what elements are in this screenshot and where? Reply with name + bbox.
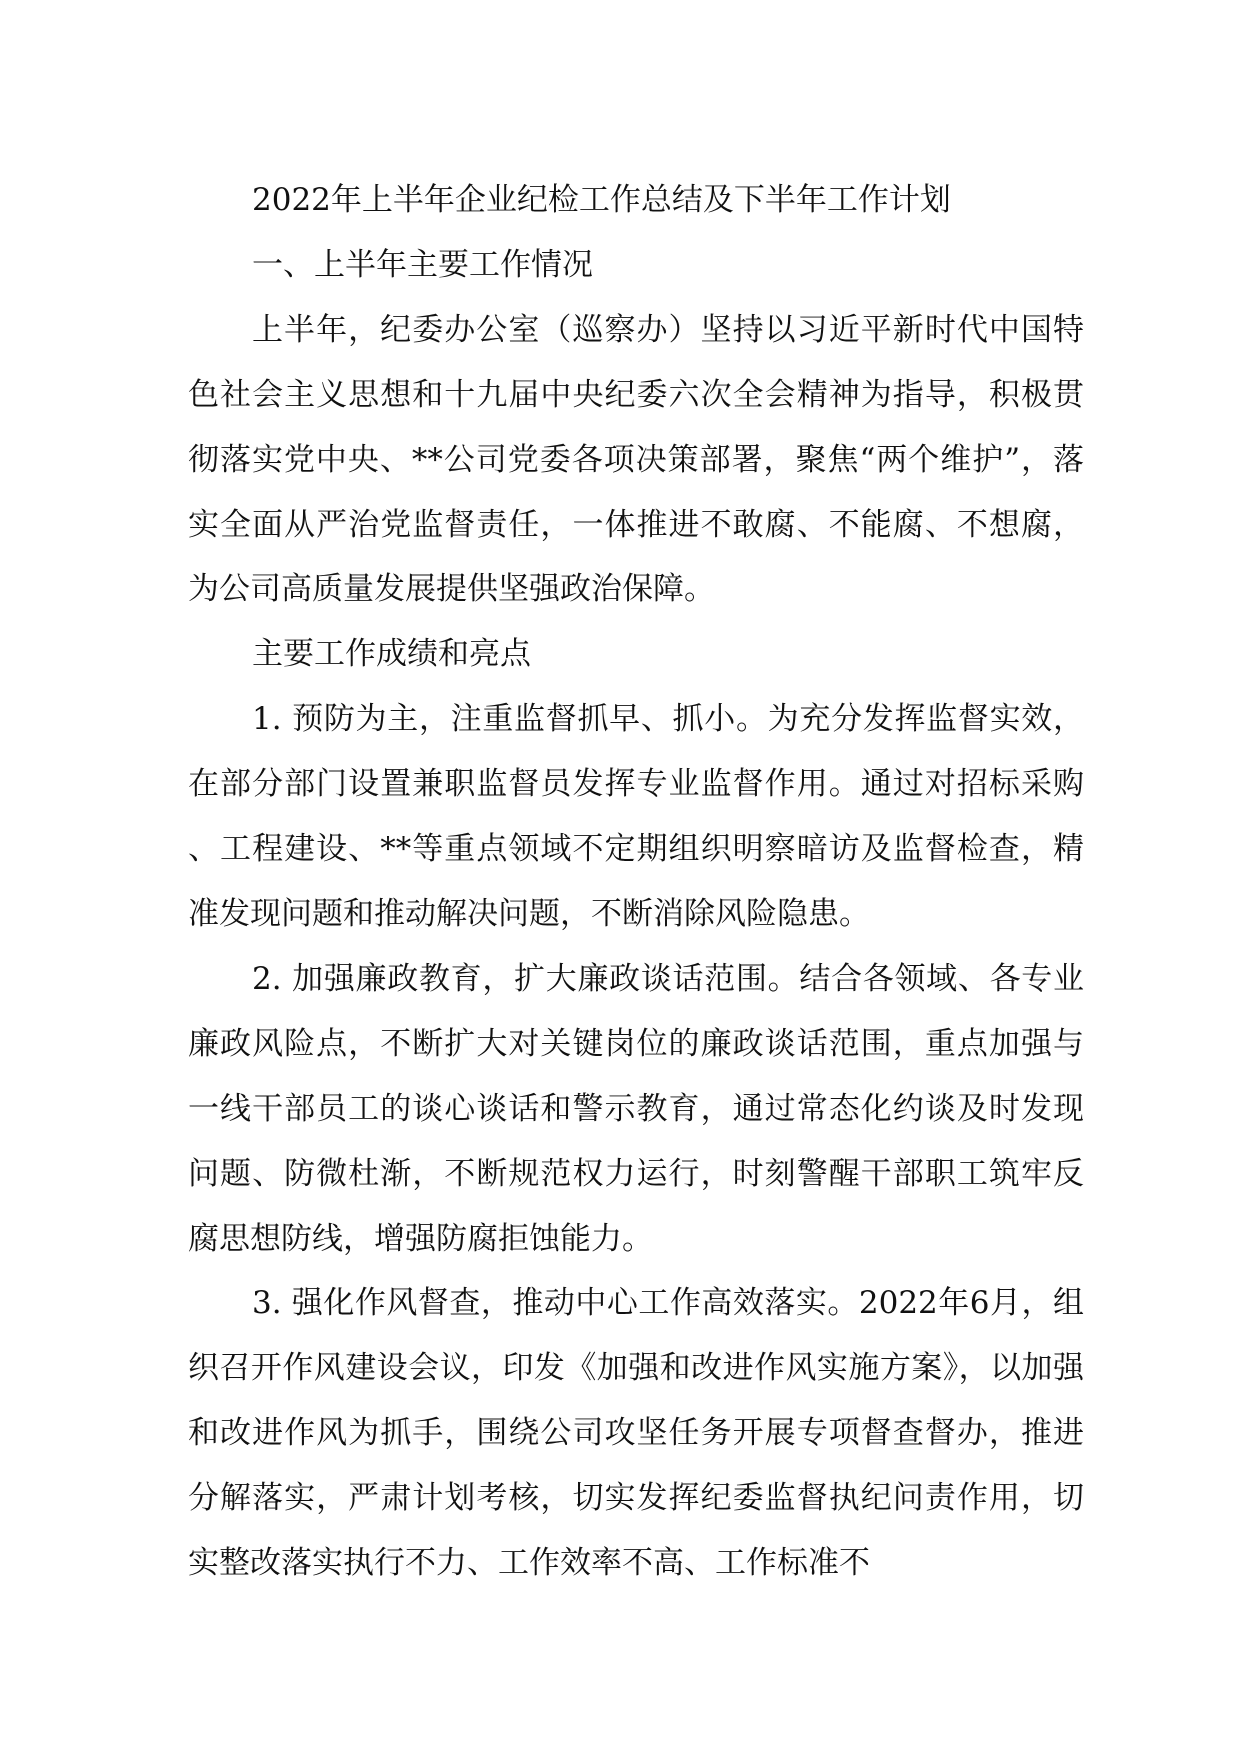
section-heading: 一、上半年主要工作情况 xyxy=(252,246,593,283)
list-item-1: 1. 预防为主，注重监督抓早、抓小。为充分发挥监督实效，在部分部门设置兼职监督员发挥专业监督作用。通过对招标采购、工程建设、**等重点领域不定期组织明察暗访及监督检查，精准发现问题和推动解决问题，不断消除风险隐患。 xyxy=(188,701,1084,932)
intro-paragraph: 上半年，纪委办公室（巡察办）坚持以习近平新时代中国特色社会主义思想和十九届中央纪委六次全会精神为指导，积极贯彻落实党中央、**公司党委各项决策部署，聚焦“两个维护”，落实全面从严治党监督责任，一体推进不敢腐、不能腐、不想腐，为公司高质量发展提供坚强政治保障。 xyxy=(188,311,1084,608)
list-item-2: 2. 加强廉政教育，扩大廉政谈话范围。结合各领域、各专业廉政风险点，不断扩大对关键岗位的廉政谈话范围，重点加强与一线干部员工的谈心谈话和警示教育，通过常态化约谈及时发现问题、防微杜渐，不断规范权力运行，时刻警醒干部职工筑牢反腐思想防线，增强防腐拒蚀能力。 xyxy=(188,960,1084,1257)
document-body xyxy=(188,168,1084,1596)
document-title: 2022年上半年企业纪检工作总结及下半年工作计划 xyxy=(252,182,951,218)
subsection-heading: 主要工作成绩和亮点 xyxy=(252,636,531,673)
list-item-3: 3. 强化作风督查，推动中心工作高效落实。2022年6月，组织召开作风建设会议，印发《加强和改进作风实施方案》，以加强和改进作风为抓手，围绕公司攻坚任务开展专项督查督办，推进分解落实，严肃计划考核，切实发挥纪委监督执纪问责作用，切实整改落实执行不力、工作效率不高、工作标准不 xyxy=(188,1285,1084,1582)
